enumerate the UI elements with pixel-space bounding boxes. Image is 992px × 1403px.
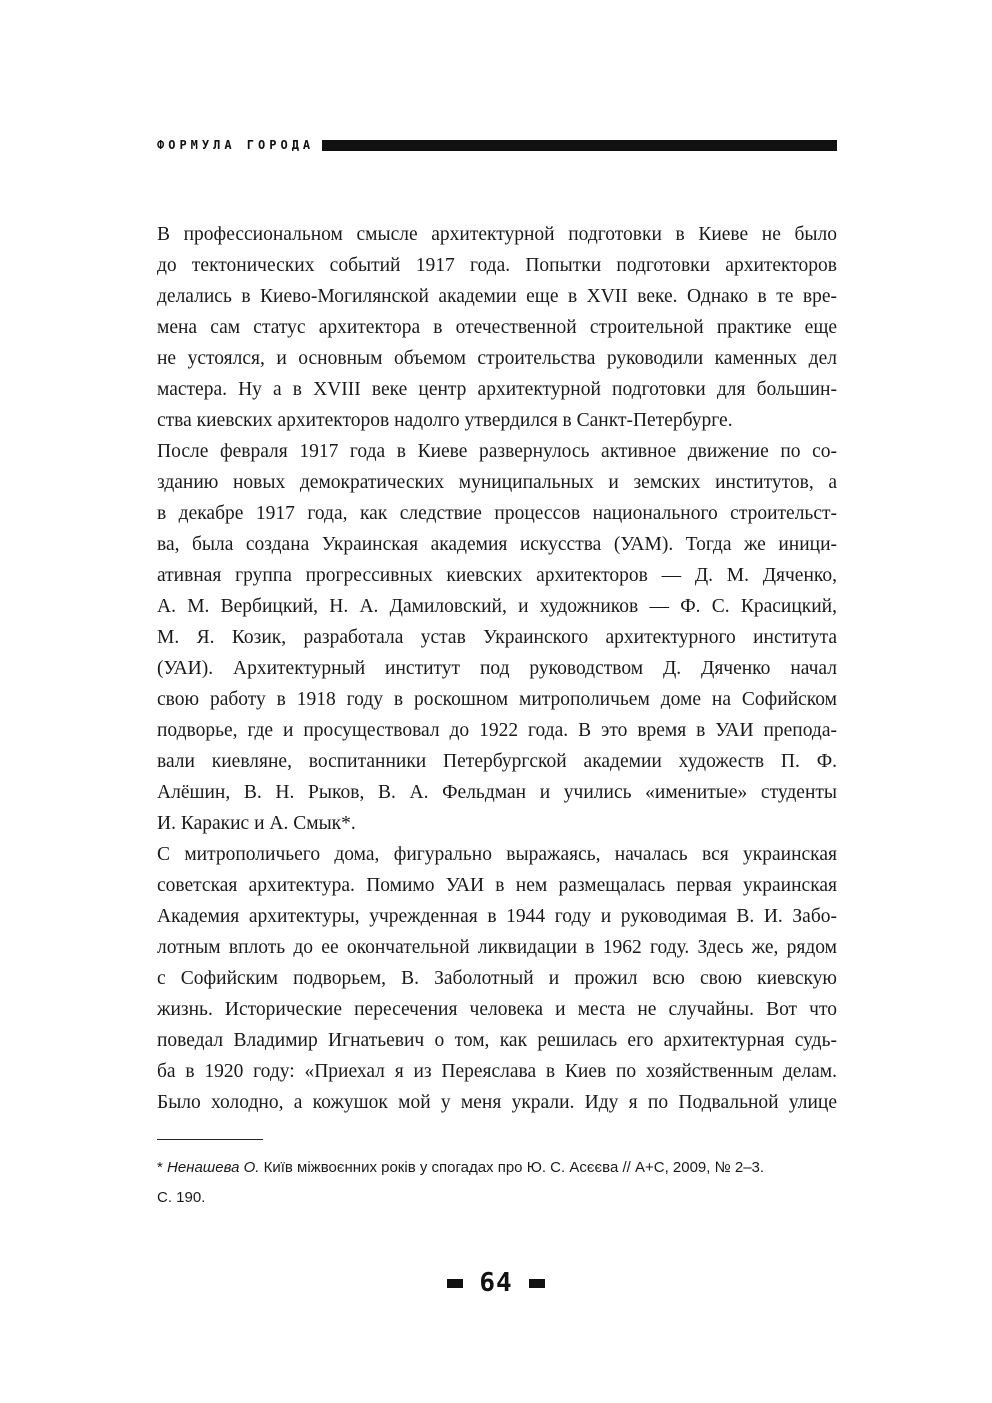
text-line: После февраля 1917 года в Киеве развернулось активное движение по со-: [157, 441, 837, 462]
text-line: Академия архитектуры, учрежденная в 1944 году и руководимая В. И. Забо-: [157, 906, 837, 927]
text-line: не устоялся, и основным объемом строительства руководили каменных дел: [157, 348, 837, 369]
paragraph-3: [157, 839, 837, 1118]
text-line: мастера. Ну а в XVIII веке центр архитектурной подготовки для большин-: [157, 379, 837, 400]
running-head-title: ФОРМУЛА ГОРОДА: [157, 138, 315, 152]
text-line: ва, была создана Украинская академия искусства (УАМ). Тогда же иници-: [157, 534, 837, 555]
text-line: ба в 1920 году: «Приехал я из Переяслава в Киев по хозяйственным делам.: [157, 1061, 837, 1082]
text-line: жизнь. Исторические пересечения человека и места не случайны. Вот что: [157, 999, 837, 1020]
text-line: ативная группа прогрессивных киевских архитекторов — Д. М. Дяченко,: [157, 565, 837, 586]
text-line: ства киевских архитекторов надолго утвердился в Санкт-Петербурге.: [157, 410, 733, 431]
footnote: [157, 1153, 837, 1213]
text-line: Было холодно, а кожушок мой у меня украли. Иду я по Подвальной улице: [157, 1092, 837, 1113]
text-line: лотным вплоть до ее окончательной ликвидации в 1962 году. Здесь же, рядом: [157, 937, 837, 958]
text-line: в декабре 1917 года, как следствие процессов национального строительст-: [157, 503, 837, 524]
text-line: с Софийским подворьем, В. Заболотный и прожил всю свою киевскую: [157, 968, 837, 989]
text-line: И. Каракис и А. Смык*.: [157, 813, 356, 834]
text-line: зданию новых демократических муниципальных и земских институтов, а: [157, 472, 837, 493]
text-line: делались в Киево-Могилянской академии еще в XVII веке. Однако в те вре-: [157, 286, 837, 307]
text-line: мена сам статус архитектора в отечественной строительной практике еще: [157, 317, 837, 338]
text-line: С митрополичьего дома, фигурально выражаясь, началась вся украинская: [157, 844, 837, 865]
footnote-marker: *: [157, 1159, 163, 1176]
text-line: А. М. Вербицкий, Н. А. Дамиловский, и художников — Ф. С. Красицкий,: [157, 596, 837, 617]
footnote-rule: [157, 1139, 263, 1140]
footnote-author: Ненашева О.: [167, 1159, 260, 1176]
text-line: вали киевляне, воспитанники Петербургской академии художеств П. Ф.: [157, 751, 837, 772]
text-line: свою работу в 1918 году в роскошном митрополичьем доме на Софийском: [157, 689, 837, 710]
text-line: советская архитектура. Помимо УАИ в нем размещалась первая украинская: [157, 875, 837, 896]
folio-bar-right: [529, 1279, 545, 1288]
text-line: М. Я. Козик, разработала устав Украинского архитектурного института: [157, 627, 837, 648]
running-header: [157, 134, 837, 156]
text-line: (УАИ). Архитектурный институт под руководством Д. Дяченко начал: [157, 658, 837, 679]
footnote-text: Київ міжвоєнних років у спогадах про Ю. С. Асєєва // А+С, 2009, № 2–3.: [263, 1159, 765, 1176]
paragraph-1: [157, 219, 837, 436]
text-line: поведал Владимир Игнатьевич о том, как решилась его архитектурная судь-: [157, 1030, 837, 1051]
header-rule: [322, 140, 837, 151]
text-line: до тектонических событий 1917 года. Попытки подготовки архитекторов: [157, 255, 837, 276]
text-line: В профессиональном смысле архитектурной подготовки в Киеве не было: [157, 224, 837, 245]
text-line: подворье, где и просуществовал до 1922 года. В это время в УАИ препода-: [157, 720, 837, 741]
main-text: [157, 219, 837, 1118]
page-number: 64: [479, 1268, 513, 1298]
paragraph-2: [157, 436, 837, 839]
text-line: Алёшин, В. Н. Рыков, В. А. Фельдман и учились «именитые» студенты: [157, 782, 837, 803]
footnote-pages: С. 190.: [157, 1189, 206, 1206]
page-footer: [0, 1268, 992, 1298]
folio-bar-left: [447, 1279, 463, 1288]
